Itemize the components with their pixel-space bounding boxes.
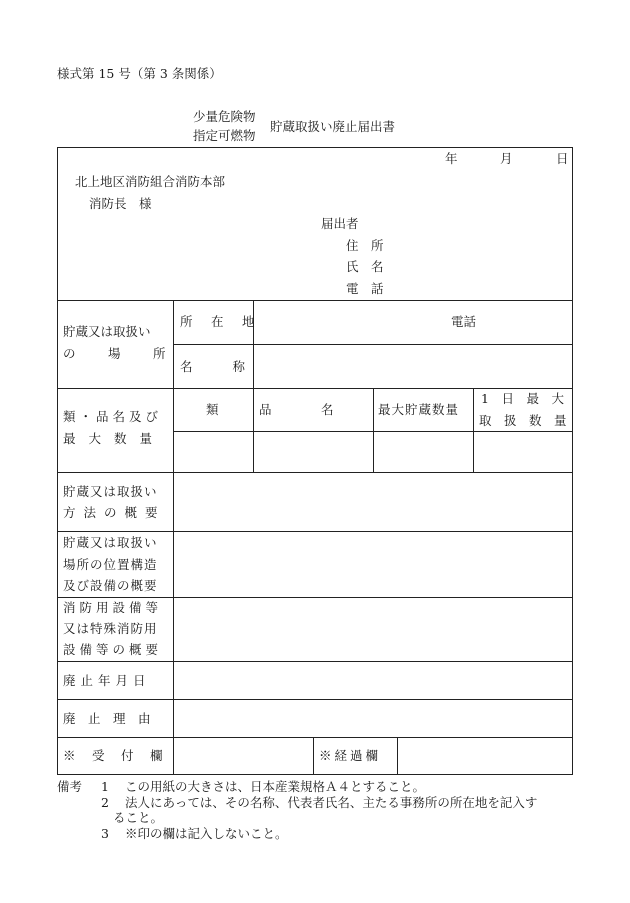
col-divider (473, 388, 474, 472)
method-label-line2: 方法の概要 (63, 505, 166, 520)
note-text-continued: ること。 (113, 810, 164, 825)
structure-label-line2: 場所の位置構造 (63, 557, 158, 572)
structure-label-line1: 貯蔵又は取扱い (63, 535, 158, 550)
row-divider (57, 661, 573, 662)
col-daily-line1: 1 日 最 大 (481, 391, 564, 406)
place-label-line2: の 場 所 (63, 346, 176, 361)
row-divider (173, 344, 573, 345)
title-main: 貯蔵取扱い廃止届出書 (270, 119, 396, 134)
date-day: 日 (556, 151, 569, 166)
addressee-chief: 消防長 様 (89, 196, 152, 211)
reception-label: ※ 受 付 欄 (63, 748, 165, 763)
reason-label: 廃 止 理 由 (63, 711, 151, 726)
row-divider (57, 388, 573, 389)
note-text: この用紙の大きさは、日本産業規格Ａ４とすること。 (125, 779, 426, 794)
location-label: 所 在 地 (180, 314, 258, 329)
notifier-name: 氏 名 (346, 259, 384, 274)
col-divider (313, 737, 314, 775)
structure-label-line3: 及び設備の概要 (63, 578, 158, 593)
col-max-storage: 最大貯蔵数量 (378, 402, 460, 417)
type-label-line1: 類・品名及び (63, 409, 163, 424)
method-label-line1: 貯蔵又は取扱い (63, 484, 158, 499)
note-number: 3 (101, 826, 109, 841)
col-kind: 類 (206, 402, 219, 417)
fire-equipment-line1: 消防用設備等 (63, 600, 163, 615)
note-number: 1 (101, 779, 109, 794)
col-item: 品 名 (259, 402, 337, 417)
phone-label: 電話 (451, 314, 477, 329)
note-text: 法人にあっては、その名称、代表者氏名、主たる事務所の所在地を記入す (125, 795, 538, 810)
note-number: 2 (101, 795, 109, 810)
col-divider (173, 300, 174, 775)
row-divider (57, 597, 573, 598)
row-divider (57, 737, 573, 738)
notes-heading: 備考 (57, 779, 83, 794)
type-label-line2: 最大数量 (63, 431, 166, 446)
name-label: 名 称 (180, 359, 251, 374)
row-divider (57, 300, 573, 301)
date-month: 月 (500, 151, 513, 166)
form-number: 様式第 15 号（第 3 条関係） (57, 66, 222, 81)
progress-label: ※経過欄 (319, 748, 382, 763)
date-year: 年 (445, 151, 458, 166)
col-divider (373, 388, 374, 472)
fire-equipment-line3: 設備等の概要 (63, 642, 163, 657)
title-kind-line1: 少量危険物 (193, 109, 256, 124)
place-label-line1: 貯蔵又は取扱い (63, 324, 151, 339)
notifier-phone: 電 話 (346, 281, 384, 296)
row-divider (57, 472, 573, 473)
title-kind-line2: 指定可燃物 (193, 128, 256, 143)
notifier-address: 住 所 (346, 238, 384, 253)
col-divider (397, 737, 398, 775)
row-divider (57, 531, 573, 532)
note-text: ※印の欄は記入しないこと。 (125, 826, 288, 841)
col-daily-line2: 取 扱 数 量 (479, 413, 567, 428)
notifier-label: 届出者 (321, 216, 359, 231)
abolition-date-label: 廃止年月日 (63, 673, 151, 688)
fire-equipment-line2: 又は特殊消防用 (63, 621, 158, 636)
addressee-org: 北上地区消防組合消防本部 (75, 174, 226, 189)
row-divider (57, 699, 573, 700)
